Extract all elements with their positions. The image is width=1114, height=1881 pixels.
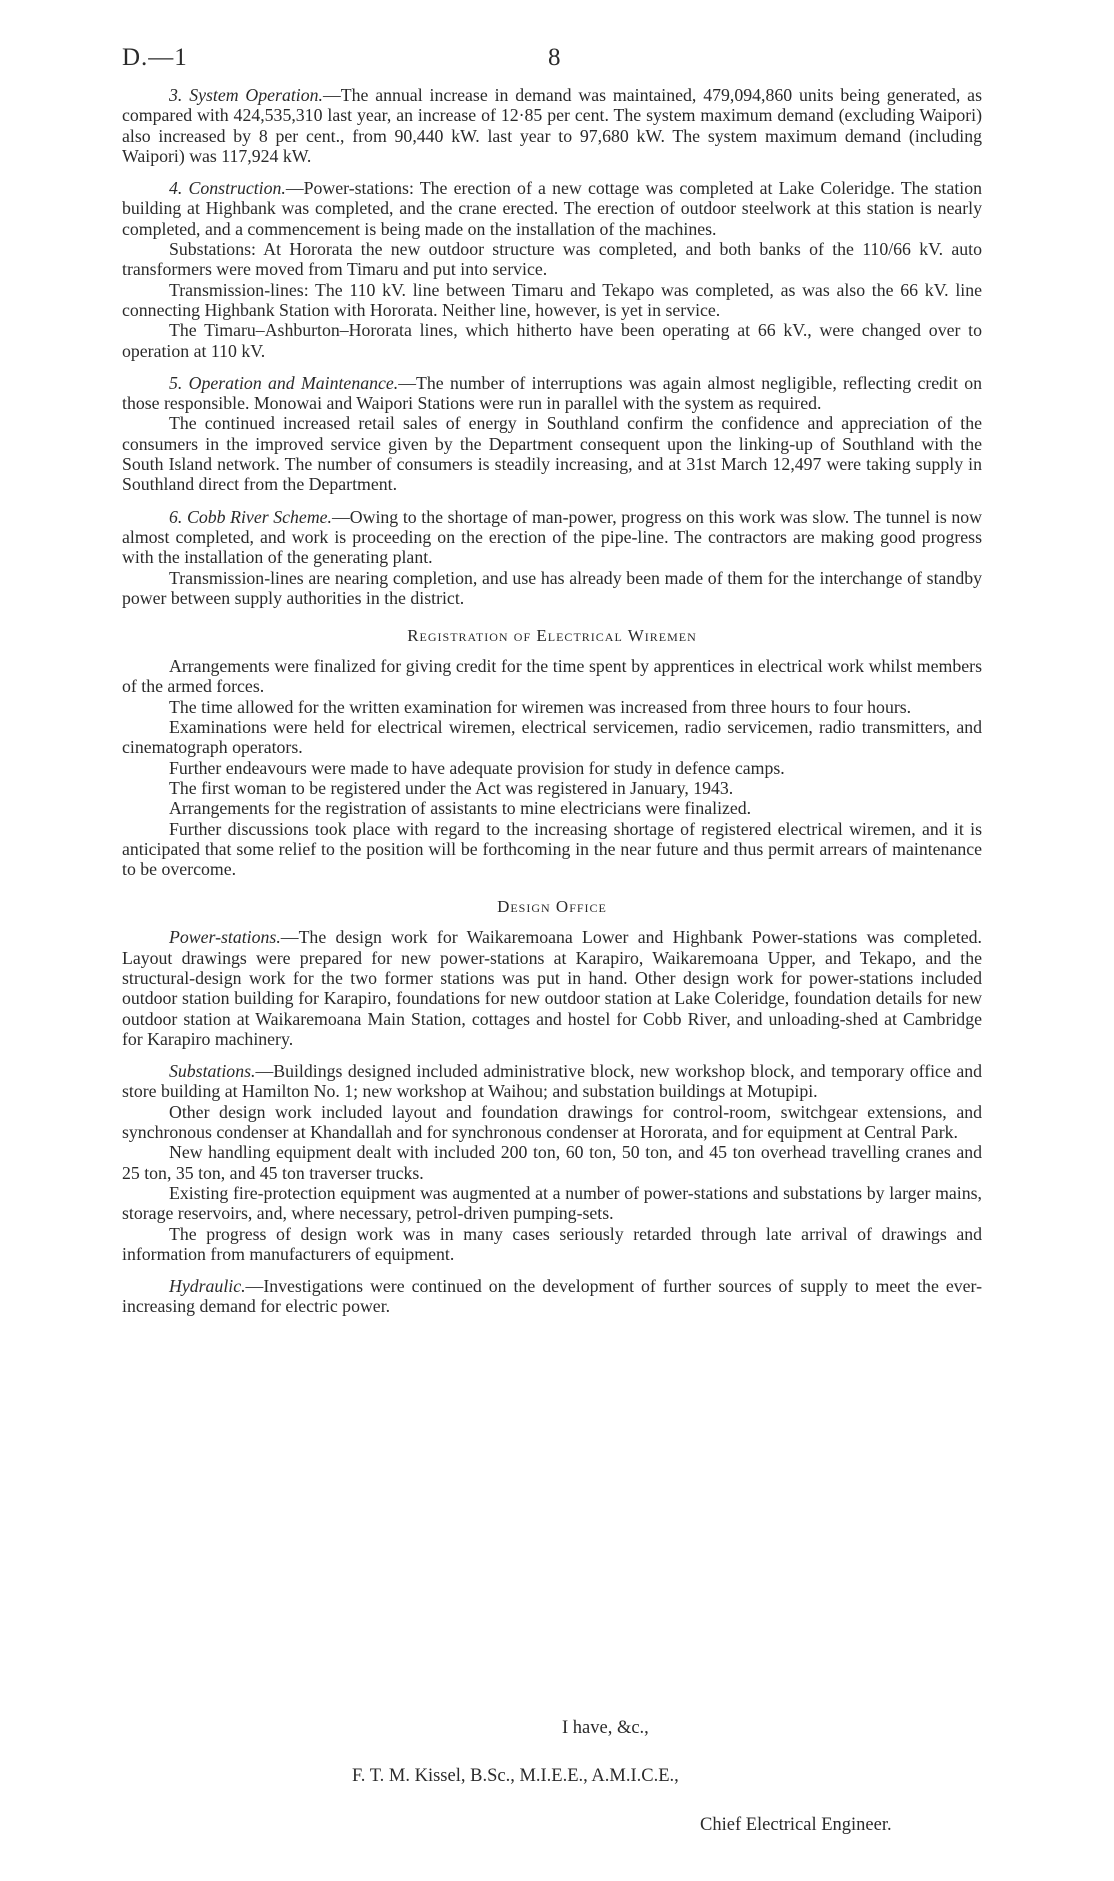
signature-name: F. T. M. Kissel, B.Sc., M.I.E.E., A.M.I.C.E., bbox=[352, 1766, 679, 1786]
page-number: 8 bbox=[548, 44, 561, 71]
signature-closing: I have, &c., bbox=[562, 1718, 649, 1738]
section-title-cobb-river: 6. Cobb River Scheme. bbox=[169, 506, 333, 527]
paragraph-hydraulic: Hydraulic.—Investigations were continued on the development of further sources of supply to meet the ever-increasing demand for electric power. bbox=[122, 1276, 982, 1317]
paragraph-design-substations: Substations.—Buildings designed included administrative block, new workshop block, and temporary office and store building at Hamilton No. 1; new workshop at Waihou; and substation buildings at Motupipi. bbox=[122, 1061, 982, 1102]
subsection-title-hydraulic: Hydraulic. bbox=[169, 1276, 246, 1297]
paragraph-substations: Substations: At Hororata the new outdoor structure was completed, and both banks of the 110/66 kV. auto transformers were moved from Timaru and put into service. bbox=[122, 239, 982, 280]
subsection-title-substations: Substations. bbox=[169, 1061, 256, 1082]
paragraph-power-stations: Power-stations.—The design work for Waikaremoana Lower and Highbank Power-stations was completed. Layout drawings were prepared for new power-stations at Karapiro, Waikaremoana Upper, and Tekapo, and the structural-design work for the two former stations was put in hand. Other design work for power-stations included outdoor station building for Karapiro, foundations for new outdoor station at Lake Coleridge, foundation details for new outdoor station at Waikaremoana Main Station, cottages and hostel for Cobb River, and unloading-shed at Cambridge for Karapiro machinery. bbox=[122, 927, 982, 1049]
document-body bbox=[122, 85, 982, 1317]
paragraph-cobb-transmission: Transmission-lines are nearing completion, and use has already been made of them for the interchange of standby power between supply authorities in the district. bbox=[122, 567, 982, 608]
subsection-title-power-stations: Power-stations. bbox=[169, 927, 281, 948]
section-title-system-operation: 3. System Operation. bbox=[169, 85, 323, 105]
registration-paragraph: The time allowed for the written examination for wiremen was increased from three hours to four hours. bbox=[169, 696, 912, 717]
registration-paragraph: Further endeavours were made to have adequate provision for study in defence camps. bbox=[169, 757, 785, 778]
registration-paragraph: Arrangements for the registration of assistants to mine electricians were finalized. bbox=[169, 798, 752, 819]
design-paragraph: Existing fire-protection equipment was augmented at a number of power-stations and substations by larger mains, storage reservoirs, and, where necessary, petrol-driven pumping-sets. bbox=[122, 1182, 982, 1224]
paragraph-construction: 4. Construction.—Power-stations: The erection of a new cottage was completed at Lake Coleridge. The station building at Highbank was completed, and the crane erected. The erection of outdoor steelwork at this station is nearly completed, and a commencement is being made on the installation of the machines. bbox=[122, 178, 982, 239]
design-paragraph: New handling equipment dealt with included 200 ton, 60 ton, 50 ton, and 45 ton overhead travelling cranes and 25 ton, 35 ton, and 45 ton traverser trucks. bbox=[122, 1142, 982, 1183]
design-paragraph: Other design work included layout and foundation drawings for control-room, switchgear extensions, and synchronous condenser at Khandallah and for synchronous condenser at Hororata, and for equipment at Central Park. bbox=[122, 1101, 982, 1143]
registration-paragraph: Further discussions took place with regard to the increasing shortage of registered electrical wiremen, and it is anticipated that some relief to the position will be forthcoming in the near future and thus permit arrears of maintenance to be overcome. bbox=[122, 818, 982, 880]
paragraph-timaru-lines: The Timaru–Ashburton–Hororata lines, which hitherto have been operating at 66 kV., were changed over to operation at 110 kV. bbox=[122, 320, 982, 361]
signature-title: Chief Electrical Engineer. bbox=[700, 1815, 892, 1835]
heading-registration: Registration of Electrical Wiremen bbox=[407, 626, 697, 646]
design-paragraph: The progress of design work was in many cases seriously retarded through late arrival of drawings and information from manufacturers of equipment. bbox=[122, 1223, 982, 1264]
section-title-construction: 4. Construction. bbox=[169, 178, 286, 199]
section-title-operation: 5. Operation and Maintenance. bbox=[169, 372, 399, 393]
heading-design-office: Design Office bbox=[497, 897, 607, 917]
registration-paragraph: The first woman to be registered under the Act was registered in January, 1943. bbox=[169, 777, 734, 798]
paragraph-system-operation: 3. System Operation.—The annual increase in demand was maintained, 479,094,860 units being generated, as compared with 424,535,310 last year, an increase of 12·85 per cent. The system maximum demand (excluding Waipori) also increased by 8 per cent., from 90,440 kW. last year to 97,680 kW. The system maximum demand (including Waipori) was 117,924 kW. bbox=[122, 85, 982, 166]
paragraph-transmission: Transmission-lines: The 110 kV. line between Timaru and Tekapo was completed, as was also the 66 kV. line connecting Highbank Station with Hororata. Neither line, however, is yet in service. bbox=[122, 279, 982, 320]
paragraph-retail-sales: The continued increased retail sales of energy in Southland confirm the confidence and appreciation of the consumers in the improved service given by the Department consequent upon the linking-up of Southland with the South Island network. The number of consumers is steadily increasing, and at 31st March 12,497 were taking supply in Southland direct from the Department. bbox=[122, 413, 982, 495]
paragraph-operation: 5. Operation and Maintenance.—The number of interruptions was again almost negligible, reflecting credit on those responsible. Monowai and Waipori Stations were run in parallel with the system as required. bbox=[122, 372, 982, 414]
registration-paragraph: Arrangements were finalized for giving credit for the time spent by apprentices in electrical work whilst members of the armed forces. bbox=[122, 656, 982, 697]
paragraph-cobb-river: 6. Cobb River Scheme.—Owing to the shortage of man-power, progress on this work was slow. The tunnel is now almost completed, and work is proceeding on the erection of the pipe-line. The contractors are making good progress with the installation of the generating plant. bbox=[122, 506, 982, 568]
registration-paragraph: Examinations were held for electrical wiremen, electrical servicemen, radio servicemen, radio transmitters, and cinematograph operators. bbox=[122, 717, 982, 758]
document-reference: D.—1 bbox=[122, 44, 188, 71]
